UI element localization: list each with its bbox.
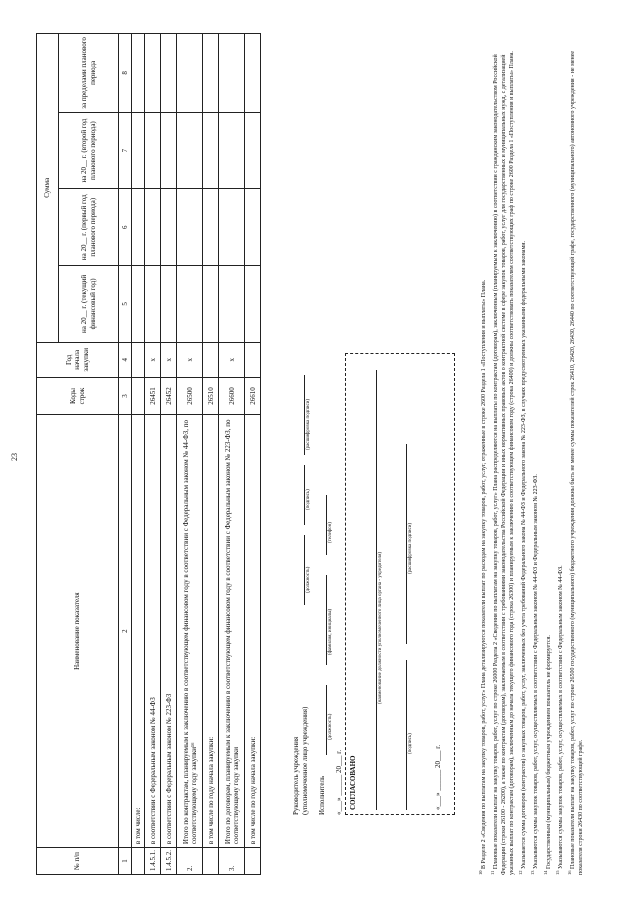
index-cell: 7 <box>119 112 132 189</box>
head-decode-line[interactable] <box>296 375 305 455</box>
row-name: в соответствии с Федеральным законом № 44-ФЗ <box>145 415 161 848</box>
row-value <box>177 266 203 343</box>
caption-phone: (телефон) <box>328 522 333 543</box>
footnote: $^{14}$ Государственным (муниципальным) бюджетным учреждением показатель не формируется. <box>542 635 552 875</box>
index-cell: 3 <box>119 377 132 414</box>
caption-agreed-decode: (расшифровка подписи) <box>408 522 413 574</box>
row-value <box>219 189 245 266</box>
header-year-2: на 20__ г. (первый год планового периода) <box>59 189 119 266</box>
table-row <box>177 34 203 875</box>
row-value <box>177 34 203 113</box>
row-value <box>245 266 261 343</box>
row-value <box>219 34 245 113</box>
header-year: Год начала закупки <box>37 342 119 377</box>
agreed-date: «___» ______ 20___ г. <box>434 744 442 810</box>
index-cell: 8 <box>119 34 132 113</box>
head-subtitle: (уполномоченное лицо учреждения) <box>301 706 309 815</box>
row-value <box>132 266 145 343</box>
index-cell: 5 <box>119 266 132 343</box>
row-num <box>132 848 145 875</box>
row-num: 3. <box>219 848 245 875</box>
row-value <box>145 189 161 266</box>
row-value <box>203 266 219 343</box>
row-code: 26610 <box>245 377 261 414</box>
header-year-1: на 20__ г. (текущий финансовый год) <box>59 266 119 343</box>
page-number: 23 <box>10 453 19 461</box>
row-year: x <box>177 342 203 377</box>
row-num: 1.4.5.2. <box>161 848 177 875</box>
row-code: 26451 <box>145 377 161 414</box>
executor-phone-line[interactable] <box>318 495 327 555</box>
caption-position-2: (должность) <box>328 713 333 740</box>
row-code: 26510 <box>203 377 219 414</box>
row-year <box>245 342 261 377</box>
row-name: Итого по договорам, планируемым к заключению в соответствующем финансовом году в соответствии с Федеральным законом № 223-ФЗ, по соответствующему году закупки <box>219 415 245 848</box>
row-value <box>145 112 161 189</box>
row-value <box>161 189 177 266</box>
row-code: 26500 <box>177 377 203 414</box>
row-value <box>145 266 161 343</box>
header-sums: Сумма <box>37 34 59 343</box>
row-name: в том числе: <box>132 415 145 848</box>
index-cell: 1 <box>119 848 132 875</box>
executor-fio-line[interactable] <box>318 575 327 665</box>
caption-org: (наименование должности уполномоченного лица органа - учредителя) <box>378 551 383 704</box>
agreed-box <box>345 353 455 815</box>
row-num <box>203 848 219 875</box>
row-value <box>203 34 219 113</box>
row-value <box>245 189 261 266</box>
footnote: $^{11}$ Плановые показатели выплат на закупку товаров, работ, услуг по строке 26000 Раздела 2 «Сведения по выплатам на закупку товаров, работ, услуг» Плана распределяются на выплаты по контрактам (договорам), заключенным (планируемым к заключению) в соответствии с гражданским законодательством Российской Федерации (строки 26100 - 26200), а также по контрактам (договорам), заключаемым в соответствии с требованиями законодательства Российской Федерации и иных нормативных правовых актов о контрактной системе в сфере закупок товаров, работ, услуг для государственных и муниципальных нужд, с детализацией указанных выплат по контрактам (договорам), заключенным до начала текущего финансового года (строка 26300) и планируемым к заключению в соответствующем финансовом году (строка 26400) и должны соответствовать показателям соответствующих граф по строке 2600 Раздела 1 «Поступления и выплаты» Плана. <box>490 51 516 875</box>
index-cell: 2 <box>119 415 132 848</box>
row-year: x <box>219 342 245 377</box>
head-signature-line[interactable] <box>296 465 305 525</box>
header-code: Коды строк <box>37 377 119 414</box>
row-code: 26600 <box>219 377 245 414</box>
footnotes <box>478 33 587 875</box>
table-row <box>132 34 145 875</box>
caption-fio: (фамилия, инициалы) <box>328 608 333 655</box>
row-year <box>203 342 219 377</box>
head-position-line[interactable] <box>296 535 305 605</box>
header-num: № п/п <box>37 848 119 875</box>
footnote: $^{16}$ Плановые показатели выплат на закупку товаров, работ, услуг по строке 26500 государственного (муниципального) бюджетного учреждения должны быть не менее суммы показателей строк 26410, 26420, 26430, 26440 по соответствующей графе, государственного (муниципального) автономного учреждения - не менее показателя строки 26430 по соответствующей графе. <box>566 50 584 875</box>
row-value <box>177 189 203 266</box>
row-name: в соответствии с Федеральным законом № 223-ФЗ <box>161 415 177 848</box>
row-value <box>219 266 245 343</box>
row-value <box>145 34 161 113</box>
header-year-4: за пределами планового периода <box>59 34 119 113</box>
purchases-table <box>36 33 261 875</box>
executor-date: «___» ______ 20___ г. <box>335 749 343 815</box>
index-cell: 6 <box>119 189 132 266</box>
agreed-org-line[interactable] <box>368 370 377 810</box>
row-year <box>132 342 145 377</box>
row-value <box>245 34 261 113</box>
row-value <box>161 34 177 113</box>
executor-label: Исполнитель <box>318 775 326 815</box>
row-value <box>245 112 261 189</box>
table-row <box>145 34 161 875</box>
row-value <box>203 112 219 189</box>
footnote: $^{12}$ Указывается сумма договоров (контрактов) о закупках товаров, работ, услуг, заключенных без учета требований Федерального закона № 44-ФЗ и Федерального закона № 223-ФЗ, в случаях предусмотренных указанными федеральными законами. <box>518 241 528 875</box>
row-name: в том числе по году начала закупки: <box>203 415 219 848</box>
caption-signature: (подпись) <box>306 489 311 510</box>
index-cell: 4 <box>119 342 132 377</box>
row-value <box>161 266 177 343</box>
caption-agreed-signature: (подпись) <box>408 733 413 754</box>
table-row <box>161 34 177 875</box>
caption-decode: (расшифровка подписи) <box>306 398 311 450</box>
footnote: $^{10}$ В Разделе 2 «Сведения по выплатам на закупку товаров, работ, услуг» Плана детализируются показатели выплат по расходам на закупку товаров, работ, услуг, отраженные в строке 2600 Раздела 1 «Поступления и выплаты» Плана. <box>478 279 487 875</box>
row-value <box>132 34 145 113</box>
row-year: x <box>145 342 161 377</box>
row-value <box>203 189 219 266</box>
row-name: Итого по контрактам, планируемым к заключению в соответствующем финансовом году в соответствии с Федеральным законом № 44-ФЗ, по соответствующему году закупки¹⁶ <box>177 415 203 848</box>
row-num: 1.4.5.1. <box>145 848 161 875</box>
footnote: $^{13}$ Указываются суммы закупок товаров, работ, услуг, осуществляемых в соответствии с Федеральным законом № 44-ФЗ и Федеральным законом № 223-ФЗ. <box>530 474 540 875</box>
agreed-title: СОГЛАСОВАНО <box>349 755 357 810</box>
footnote: $^{15}$ Указываются суммы закупок товаров, работ, услуг, осуществляемых в соответствии с Федеральным законом № 44-ФЗ. <box>554 565 564 875</box>
row-num: 2. <box>177 848 203 875</box>
row-value <box>132 189 145 266</box>
row-num <box>245 848 261 875</box>
head-title: Руководитель учреждения <box>292 736 300 815</box>
row-value <box>161 112 177 189</box>
agreed-signature-line[interactable] <box>398 660 407 810</box>
table-row <box>219 34 245 875</box>
caption-position: (должность) <box>306 566 311 593</box>
row-year: x <box>161 342 177 377</box>
row-value <box>177 112 203 189</box>
row-value <box>132 112 145 189</box>
row-code <box>132 377 145 414</box>
index-row <box>119 34 132 875</box>
header-year-3: на 20__ г. (второй год планового периода) <box>59 112 119 189</box>
row-value <box>219 112 245 189</box>
table-row <box>245 34 261 875</box>
agreed-decode-line[interactable] <box>398 444 407 644</box>
row-code: 26452 <box>161 377 177 414</box>
table-row <box>203 34 219 875</box>
row-name: в том числе по году начала закупки: <box>245 415 261 848</box>
executor-position-line[interactable] <box>318 685 327 755</box>
header-name: Наименование показателя <box>37 415 119 848</box>
